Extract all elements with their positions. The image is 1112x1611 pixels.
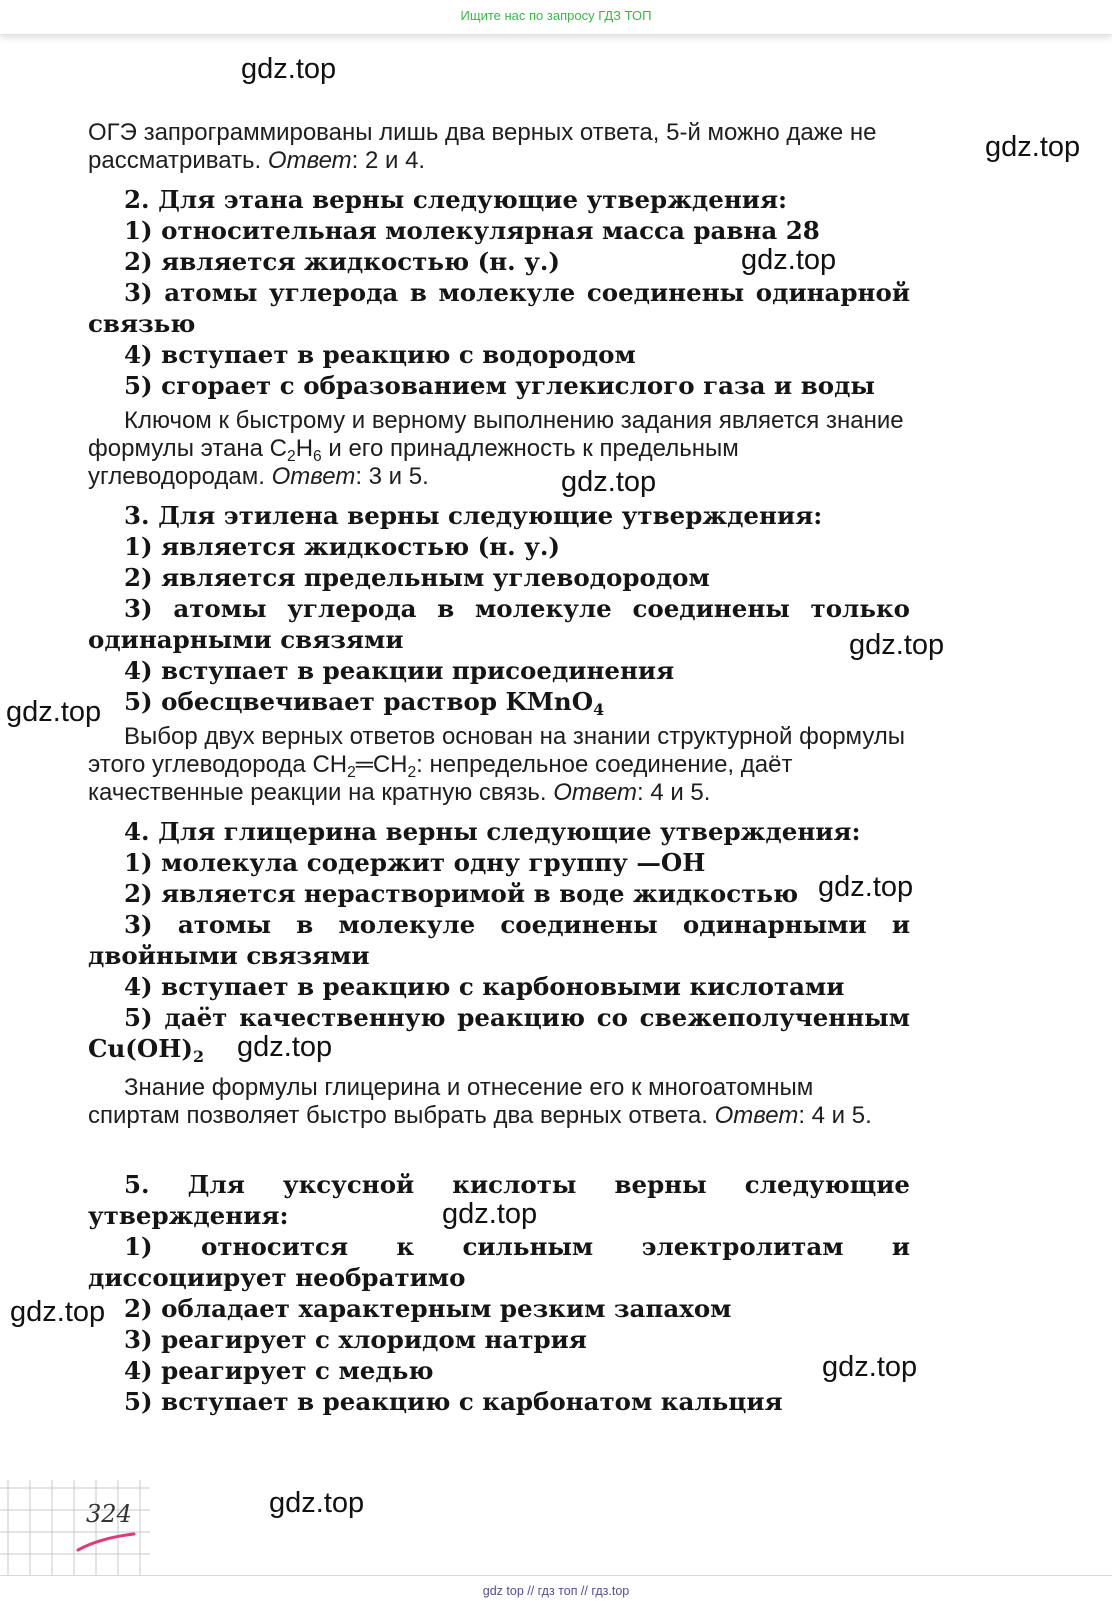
answer-value: : 3 и 5.	[355, 463, 429, 490]
answer-label: Ответ	[267, 147, 352, 174]
answer-label: Ответ	[271, 463, 356, 490]
answer-value: : 2 и 4.	[351, 147, 426, 174]
q4-option-1: 1) молекула содержит одну группу —OH	[124, 848, 706, 877]
q3-option-1: 1) является жидкостью (н. у.)	[124, 532, 561, 561]
watermark: gdz.top	[237, 1031, 333, 1063]
answer-value: : 4 и 5.	[636, 779, 711, 806]
page-number: 324	[86, 1500, 132, 1528]
q3-explanation: Выбор двух верных ответов основан на знании структурной формулы этого углеводорода $CH_2═CH_2$: непредельное соединение, даёт качественные реакции на кратную связь. Ответ: 4 и 5.	[88, 723, 906, 806]
answer-label: Ответ	[714, 1102, 799, 1129]
watermark: gdz.top	[985, 131, 1081, 163]
q4-option-2: 2) является нерастворимой в воде жидкостью	[124, 879, 799, 908]
answer-value: : 4 и 5.	[798, 1102, 872, 1129]
watermark: gdz.top	[269, 1487, 365, 1519]
watermark: gdz.top	[241, 53, 337, 85]
q2-option-5: 5) сгорает с образованием углекислого газа и воды	[124, 371, 875, 400]
question-3-title: 3. Для этилена верны следующие утверждения:	[124, 501, 823, 530]
q4-option-4: 4) вступает в реакцию с карбоновыми кислотами	[124, 972, 845, 1001]
watermark: gdz.top	[10, 1296, 106, 1328]
question-4-title: 4. Для глицерина верны следующие утверждения:	[124, 817, 861, 846]
q2-option-4: 4) вступает в реакцию с водородом	[124, 340, 636, 369]
question-5-title: 5. Для уксусной кислоты верны следующие утверждения:	[88, 1170, 910, 1230]
question-2-title: 2. Для этана верны следующие утверждения:	[124, 185, 788, 214]
q5-option-1: 1) относится к сильным электролитам и диссоциирует необратимо	[88, 1232, 910, 1292]
q5-option-5: 5) вступает в реакцию с карбонатом кальция	[124, 1387, 783, 1416]
watermark: gdz.top	[822, 1351, 918, 1383]
watermark: gdz.top	[561, 466, 657, 498]
footer-bar	[0, 1575, 1112, 1611]
q2-option-1: 1) относительная молекулярная масса равна 28	[124, 216, 820, 245]
q3-option-5: 5) обесцвечивает раствор KMnO$_4$	[124, 687, 605, 719]
q3-option-2: 2) является предельным углеводородом	[124, 563, 710, 592]
q2-option-2: 2) является жидкостью (н. у.)	[124, 247, 561, 276]
q2-option-3: 3) атомы углерода в молекуле соединены одинарной связью	[88, 278, 910, 338]
q4-explanation: Знание формулы глицерина и отнесение его к многоатомным спиртам позволяет быстро выбрать два верных ответа. Ответ: 4 и 5.	[88, 1074, 872, 1129]
watermark: gdz.top	[849, 629, 945, 661]
q5-option-2: 2) обладает характерным резким запахом	[124, 1294, 732, 1323]
textbook-page	[0, 35, 1112, 1575]
watermark: gdz.top	[741, 244, 837, 276]
q5-option-3: 3) реагирует с хлоридом натрия	[124, 1325, 587, 1354]
intro-explanation: ОГЭ запрограммированы лишь два верных ответа, 5-й можно даже не рассматривать. Ответ: 2 и 4.	[88, 119, 877, 174]
q3-option-4: 4) вступает в реакции присоединения	[124, 656, 675, 685]
watermark: gdz.top	[6, 696, 102, 728]
top-banner-text: Ищите нас по запросу ГДЗ ТОП	[460, 8, 652, 23]
q4-option-5-cont: $Cu(OH)_2$	[88, 1034, 205, 1066]
q4-option-5: 5) даёт качественную реакцию со свежеполученным	[124, 1003, 910, 1032]
top-banner	[0, 0, 1112, 35]
q5-option-4: 4) реагирует с медью	[124, 1356, 434, 1385]
q2-explanation: Ключом к быстрому и верному выполнению задания является знание формулы этана $C_2H_6$ и его принадлежность к предельным углеводородам. Ответ: 3 и 5.	[88, 407, 904, 490]
answer-label: Ответ	[553, 779, 637, 806]
page-number-underline	[78, 1534, 134, 1550]
q3-option-3: 3) атомы углерода в молекуле соединены только одинарными связями	[88, 594, 910, 654]
q4-option-3: 3) атомы в молекуле соединены одинарными и двойными связями	[88, 910, 910, 970]
watermark: gdz.top	[818, 871, 914, 903]
footer-links[interactable]: gdz top // гдз топ // гдз.top	[482, 1584, 630, 1598]
watermark: gdz.top	[442, 1198, 538, 1230]
